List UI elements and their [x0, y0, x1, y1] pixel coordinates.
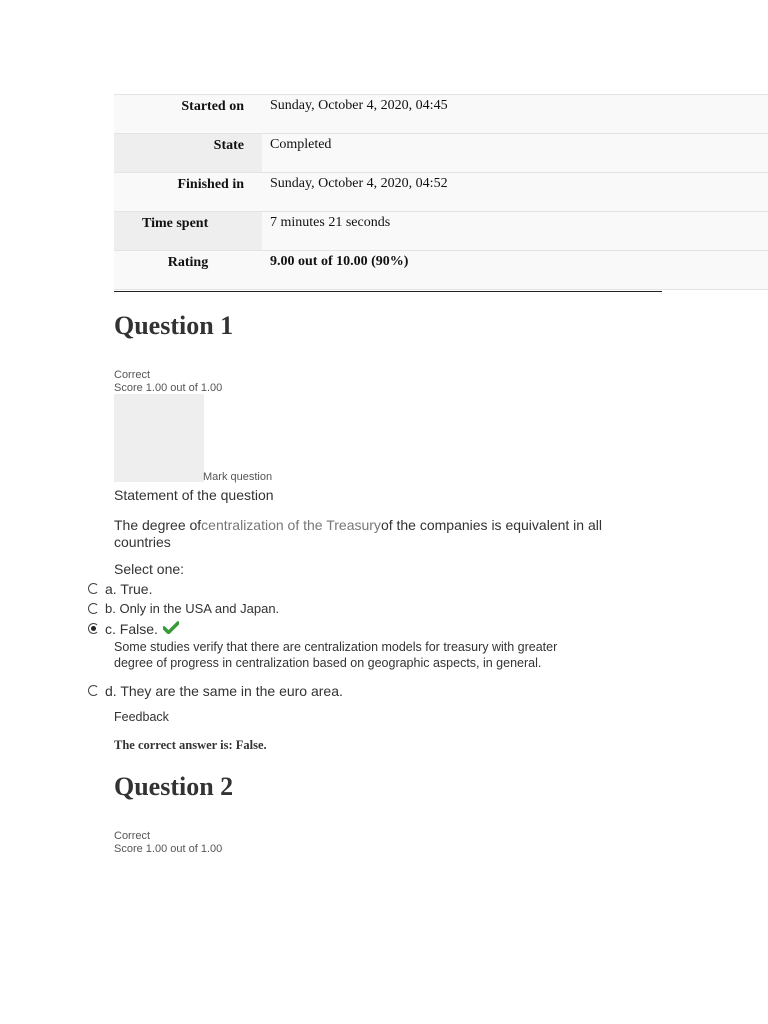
- question-text-highlight: centralization of the Treasury: [201, 517, 381, 533]
- question-text-part: of the companies is equivalent in all countries: [114, 517, 602, 550]
- option-label: a. True.: [105, 581, 153, 597]
- summary-value: 9.00 out of 10.00 (90%): [262, 251, 768, 290]
- select-one-prompt: Select one:: [114, 561, 185, 577]
- option-label: b. Only in the USA and Japan.: [105, 601, 280, 616]
- correct-check-icon: [163, 621, 179, 639]
- summary-label: Finished in: [114, 173, 262, 212]
- question-2-status: Correct: [114, 830, 151, 842]
- summary-value: Sunday, October 4, 2020, 04:52: [262, 173, 768, 212]
- summary-row-finished: [114, 173, 768, 212]
- answer-option-b[interactable]: [88, 601, 279, 616]
- answer-option-a[interactable]: [88, 581, 152, 597]
- summary-value: Completed: [262, 134, 768, 173]
- radio-button[interactable]: [88, 685, 99, 696]
- flag-question-box[interactable]: [114, 394, 204, 482]
- option-label: c. False.: [105, 621, 158, 637]
- radio-button[interactable]: [88, 583, 99, 594]
- summary-label: Time spent: [114, 212, 262, 251]
- summary-value: Sunday, October 4, 2020, 04:45: [262, 95, 768, 134]
- summary-row-time-spent: [114, 212, 768, 251]
- statement-heading: Statement of the question: [114, 487, 274, 503]
- answer-option-d[interactable]: [88, 683, 343, 699]
- option-label: d. They are the same in the euro area.: [105, 683, 343, 699]
- summary-row-rating: [114, 251, 768, 290]
- question-1-text: [114, 517, 614, 551]
- question-1-status: Correct: [114, 369, 151, 381]
- summary-value: 7 minutes 21 seconds: [262, 212, 768, 251]
- option-c-explanation: Some studies verify that there are centralization models for treasury with greater degree of progress in centralization based on geographic aspects, in general.: [114, 640, 558, 670]
- mark-question-link[interactable]: Mark question: [203, 471, 273, 483]
- feedback-heading: Feedback: [114, 710, 169, 724]
- question-2-title: Question 2: [114, 772, 234, 801]
- question-text-part: The degree of: [114, 517, 202, 533]
- summary-label: State: [114, 134, 262, 173]
- summary-label: Rating: [114, 251, 262, 290]
- summary-row-started: [114, 95, 768, 134]
- radio-button-selected[interactable]: [88, 623, 99, 634]
- question-1-title: Question 1: [114, 311, 234, 340]
- section-divider: [114, 291, 662, 292]
- question-1-score: Score 1.00 out of 1.00: [114, 382, 223, 394]
- question-2-score: Score 1.00 out of 1.00: [114, 843, 223, 855]
- correct-answer-text: The correct answer is: False.: [114, 738, 267, 752]
- summary-row-state: [114, 134, 768, 173]
- radio-button[interactable]: [88, 603, 99, 614]
- answer-option-c[interactable]: [88, 621, 179, 639]
- attempt-summary-table: [114, 94, 768, 290]
- summary-label: Started on: [114, 95, 262, 134]
